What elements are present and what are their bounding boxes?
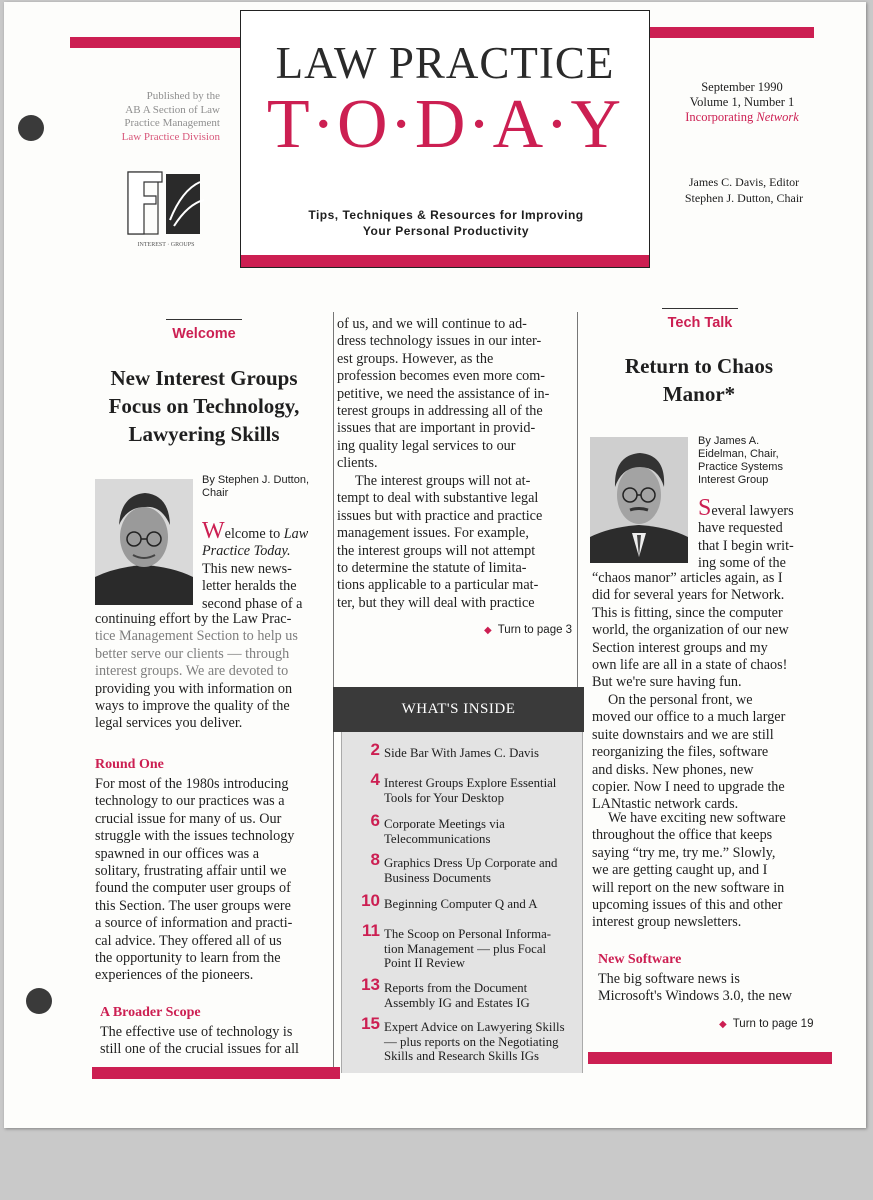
welcome-rule bbox=[166, 319, 242, 320]
text-line: will report on the new software in bbox=[592, 879, 785, 896]
intro-line bbox=[202, 518, 320, 544]
byline-line: By James A. bbox=[698, 435, 760, 447]
byline-line: By Stephen J. Dutton, bbox=[202, 474, 310, 486]
welcome-para2 bbox=[95, 776, 330, 985]
text-line: dress technology issues in our inter- bbox=[337, 333, 542, 350]
text-line: terest groups in addressing all of the bbox=[337, 403, 543, 420]
text-line: We have exciting new software bbox=[608, 810, 786, 826]
text-line: saying “try me, try me.” Slowly, bbox=[592, 844, 776, 861]
toc-line: Assembly IG and Estates IG bbox=[384, 995, 530, 1010]
text-line: The big software news is bbox=[598, 971, 740, 987]
text-line: we are getting caught up, and I bbox=[592, 862, 768, 879]
binder-hole bbox=[18, 115, 44, 141]
dropcap: W bbox=[202, 518, 225, 544]
text-line: issues but with practice and practice bbox=[337, 507, 543, 524]
welcome-intro bbox=[202, 518, 320, 613]
toc-item-text bbox=[384, 817, 580, 846]
toc-page-number: 6 bbox=[370, 811, 380, 830]
text-line: the interest groups will not attempt bbox=[337, 542, 536, 559]
tech-talk-para4 bbox=[598, 971, 824, 1006]
text-line: found the computer user groups of bbox=[95, 880, 291, 897]
intro-line bbox=[698, 495, 812, 521]
text-line: petitive, we need the assistance of in- bbox=[337, 385, 550, 402]
headline-line: Lawyering Skills bbox=[128, 422, 280, 446]
text-line: experiences of the pioneers. bbox=[95, 967, 254, 984]
toc-line: Telecommunications bbox=[384, 831, 491, 846]
text-line: better serve our clients — through bbox=[95, 645, 290, 662]
text-line: ing quality legal services to our bbox=[337, 437, 516, 454]
masthead-bottom-bar bbox=[241, 255, 649, 267]
tech-talk-headline bbox=[594, 352, 804, 408]
toc-line: Business Documents bbox=[384, 870, 491, 885]
toc-page-number: 4 bbox=[370, 770, 380, 789]
toc-line: Reports from the Document bbox=[384, 981, 528, 995]
text-line: providing you with information on bbox=[95, 680, 293, 697]
text-line: legal services you deliver. bbox=[95, 715, 243, 732]
author-photo-dutton bbox=[95, 479, 193, 605]
text-line: ways to improve the quality of the bbox=[95, 698, 290, 715]
top-left-bar bbox=[70, 37, 242, 48]
headline-line: Focus on Technology, bbox=[108, 394, 300, 418]
text-line: technology to our practices was a bbox=[95, 793, 285, 810]
text-line: Microsoft's Windows 3.0, the new bbox=[598, 988, 793, 1005]
intro-line bbox=[202, 543, 320, 560]
issue-info bbox=[672, 80, 812, 125]
intro-line: ing some of the bbox=[698, 555, 786, 572]
masthead-today: T·O·D·A·Y bbox=[266, 86, 624, 163]
text-line: The effective use of technology is bbox=[100, 1024, 293, 1040]
toc-page-number: 2 bbox=[370, 740, 380, 759]
welcome-para1 bbox=[95, 611, 325, 733]
text-line: interest group newsletters. bbox=[592, 914, 742, 931]
text-line: the opportunity to learn from the bbox=[95, 950, 281, 967]
text-line: The interest groups will not at- bbox=[355, 473, 531, 489]
subhead-broader-scope: A Broader Scope bbox=[100, 1005, 201, 1020]
toc-page-number: 13 bbox=[361, 975, 380, 994]
toc-item-text bbox=[384, 1020, 580, 1064]
text-line: this Section. The user groups were bbox=[95, 897, 291, 914]
byline-line: Interest Group bbox=[698, 474, 769, 486]
text-line: Section interest groups and my bbox=[592, 639, 768, 656]
text-line: moved our office to a much larger bbox=[592, 709, 786, 726]
publisher-division: Law Practice Division bbox=[121, 130, 220, 143]
interest-groups-logo bbox=[122, 170, 210, 248]
text-line: est groups. However, as the bbox=[337, 350, 494, 367]
turn-to-page-19[interactable] bbox=[719, 1018, 813, 1030]
text-line: LANtastic network cards. bbox=[592, 796, 739, 813]
text-line: ter, but they will deal with practice bbox=[337, 594, 535, 611]
toc-line: Corporate Meetings via bbox=[384, 817, 505, 831]
toc-item-text bbox=[384, 746, 580, 761]
publisher-line: Published by the bbox=[146, 90, 220, 102]
intro-line: that I begin writ- bbox=[698, 537, 794, 554]
turn-label: Turn to page 3 bbox=[497, 624, 573, 636]
incorporating-line bbox=[672, 110, 812, 125]
publisher-line: Practice Management bbox=[124, 117, 220, 129]
text-line: of us, and we will continue to ad- bbox=[337, 316, 527, 332]
text-line: profession becomes even more com- bbox=[337, 368, 546, 385]
text-line: For most of the 1980s introducing bbox=[95, 776, 289, 792]
intro-italic: Law bbox=[283, 526, 309, 542]
welcome-byline bbox=[202, 474, 322, 500]
whats-inside-box bbox=[341, 732, 583, 1073]
tech-talk-section-label: Tech Talk bbox=[667, 315, 733, 331]
toc-line: — plus reports on the Negotiating bbox=[384, 1034, 559, 1049]
newsletter-page bbox=[4, 2, 866, 1128]
middle-para1 bbox=[337, 316, 577, 473]
text-line: copier. Now I need to upgrade the bbox=[592, 779, 785, 796]
text-line: “chaos manor” articles again, as I bbox=[592, 570, 783, 586]
text-line: management issues. For example, bbox=[337, 525, 529, 542]
byline-line: Practice Systems bbox=[698, 461, 783, 473]
toc-line: Side Bar With James C. Davis bbox=[384, 746, 539, 760]
toc-line: Point II Review bbox=[384, 956, 466, 970]
toc-line: tion Management — plus Focal bbox=[384, 941, 547, 956]
welcome-headline bbox=[84, 364, 324, 448]
text-line: interest groups. We are devoted to bbox=[95, 663, 289, 680]
tagline-line: Your Personal Productivity bbox=[362, 224, 530, 238]
text-line: a source of information and practi- bbox=[95, 915, 293, 932]
dropcap: S bbox=[698, 495, 712, 521]
byline-line: Eidelman, Chair, bbox=[698, 448, 779, 460]
toc-line: Graphics Dress Up Corporate and bbox=[384, 856, 558, 870]
toc-line: Interest Groups Explore Essential bbox=[384, 776, 557, 790]
publisher-block bbox=[100, 90, 220, 144]
tech-talk-para2 bbox=[592, 692, 822, 814]
toc-page-number: 10 bbox=[361, 891, 380, 910]
toc-item-text bbox=[384, 927, 580, 971]
headline-line: New Interest Groups bbox=[110, 366, 298, 390]
masthead-tagline bbox=[281, 207, 611, 239]
intro-italic: Practice Today. bbox=[202, 543, 291, 560]
welcome-para3 bbox=[100, 1024, 335, 1059]
subhead-round-one: Round One bbox=[95, 757, 164, 772]
tech-talk-para3 bbox=[592, 810, 822, 932]
text-line: clients. bbox=[337, 455, 378, 472]
whats-inside-header: WHAT'S INSIDE bbox=[333, 687, 584, 732]
text-line: solitary, frustrating affair until we bbox=[95, 863, 287, 880]
toc-page-number: 11 bbox=[362, 921, 380, 940]
masthead-title: LAW PRACTICE bbox=[275, 38, 615, 88]
binder-hole bbox=[26, 988, 52, 1014]
welcome-section-label: Welcome bbox=[172, 326, 236, 342]
toc-item-text bbox=[384, 776, 580, 805]
intro-line: second phase of a bbox=[202, 595, 303, 612]
text-line: upcoming issues of this and other bbox=[592, 897, 783, 914]
text-line: continuing effort by the Law Prac- bbox=[95, 611, 292, 627]
text-line: This is fitting, since the computer bbox=[592, 604, 783, 621]
tech-talk-intro bbox=[698, 495, 812, 573]
toc-page-number: 8 bbox=[370, 850, 380, 869]
publisher-line: AB A Section of Law bbox=[125, 103, 220, 116]
middle-para2 bbox=[337, 473, 577, 612]
tagline-line: Tips, Techniques & Resources for Improving bbox=[308, 208, 584, 222]
text-line: to determine the statute of limita- bbox=[337, 560, 527, 577]
headline-line: Return to Chaos bbox=[624, 354, 774, 378]
subhead-new-software: New Software bbox=[598, 952, 682, 967]
text-line: did for several years for Network. bbox=[592, 587, 785, 604]
masthead bbox=[240, 10, 650, 268]
text-line: and disks. New phones, new bbox=[592, 761, 754, 778]
text-line: issues that are important in provid- bbox=[337, 420, 536, 437]
intro-line: letter heralds the bbox=[202, 578, 297, 595]
text-line: still one of the crucial issues for all bbox=[100, 1041, 299, 1058]
toc-line: Beginning Computer Q and A bbox=[384, 897, 538, 911]
text-line: own life are all in a state of chaos! bbox=[592, 657, 788, 674]
toc-item-text bbox=[384, 856, 580, 885]
text-line: cal advice. They offered all of us bbox=[95, 932, 282, 949]
tech-talk-byline bbox=[698, 435, 808, 487]
turn-to-page-3[interactable] bbox=[484, 624, 572, 636]
toc-line: Tools for Your Desktop bbox=[384, 790, 504, 805]
issue-date: September 1990 bbox=[701, 80, 783, 94]
author-photo-eidelman bbox=[590, 437, 688, 563]
incorporating-label: Incorporating bbox=[685, 110, 754, 124]
bottom-left-bar bbox=[92, 1067, 340, 1079]
editor-line: James C. Davis, Editor bbox=[688, 175, 800, 189]
toc-item-text bbox=[384, 897, 580, 912]
top-right-bar bbox=[650, 27, 814, 38]
headline-line: Manor* bbox=[662, 382, 736, 406]
toc-line: Skills and Research Skills IGs bbox=[384, 1049, 539, 1063]
intro-line: This new news- bbox=[202, 560, 292, 577]
chair-line: Stephen J. Dutton, Chair bbox=[684, 191, 804, 205]
diamond-icon: ◆ bbox=[719, 1019, 727, 1030]
toc-page-number: 15 bbox=[361, 1014, 380, 1033]
text-line: struggle with the issues technology bbox=[95, 828, 295, 845]
text-line: world, the organization of our new bbox=[592, 622, 789, 639]
byline-line: Chair bbox=[202, 487, 229, 499]
tech-talk-rule bbox=[662, 308, 738, 309]
text-line: spawned in our offices was a bbox=[95, 845, 260, 862]
incorporating-title: Network bbox=[756, 110, 799, 124]
intro-line: have requested bbox=[698, 520, 783, 537]
intro-text: elcome to bbox=[224, 526, 284, 542]
text-line: On the personal front, we bbox=[608, 692, 753, 708]
issue-volume: Volume 1, Number 1 bbox=[689, 95, 795, 109]
diamond-icon: ◆ bbox=[484, 625, 492, 636]
intro-text: everal lawyers bbox=[711, 503, 794, 519]
tech-talk-para1 bbox=[592, 570, 822, 692]
text-line: crucial issue for many of us. Our bbox=[95, 810, 282, 827]
text-line: reorganizing the files, software bbox=[592, 744, 769, 761]
toc-line: The Scoop on Personal Informa- bbox=[384, 927, 552, 941]
text-line: throughout the office that keeps bbox=[592, 827, 773, 844]
turn-label: Turn to page 19 bbox=[732, 1018, 814, 1030]
text-line: tempt to deal with substantive legal bbox=[337, 490, 539, 507]
toc-line: Expert Advice on Lawyering Skills bbox=[384, 1020, 565, 1034]
text-line: suite downstairs and we are still bbox=[592, 726, 774, 743]
text-line: But we're sure having fun. bbox=[592, 674, 742, 691]
logo-caption: INTEREST · GROUPS bbox=[137, 242, 195, 248]
text-line: tions applicable to a particular mat- bbox=[337, 577, 539, 594]
toc-item-text bbox=[384, 981, 580, 1010]
editors-block bbox=[674, 174, 814, 206]
bottom-right-bar bbox=[588, 1052, 832, 1064]
text-line: tice Management Section to help us bbox=[95, 628, 298, 645]
